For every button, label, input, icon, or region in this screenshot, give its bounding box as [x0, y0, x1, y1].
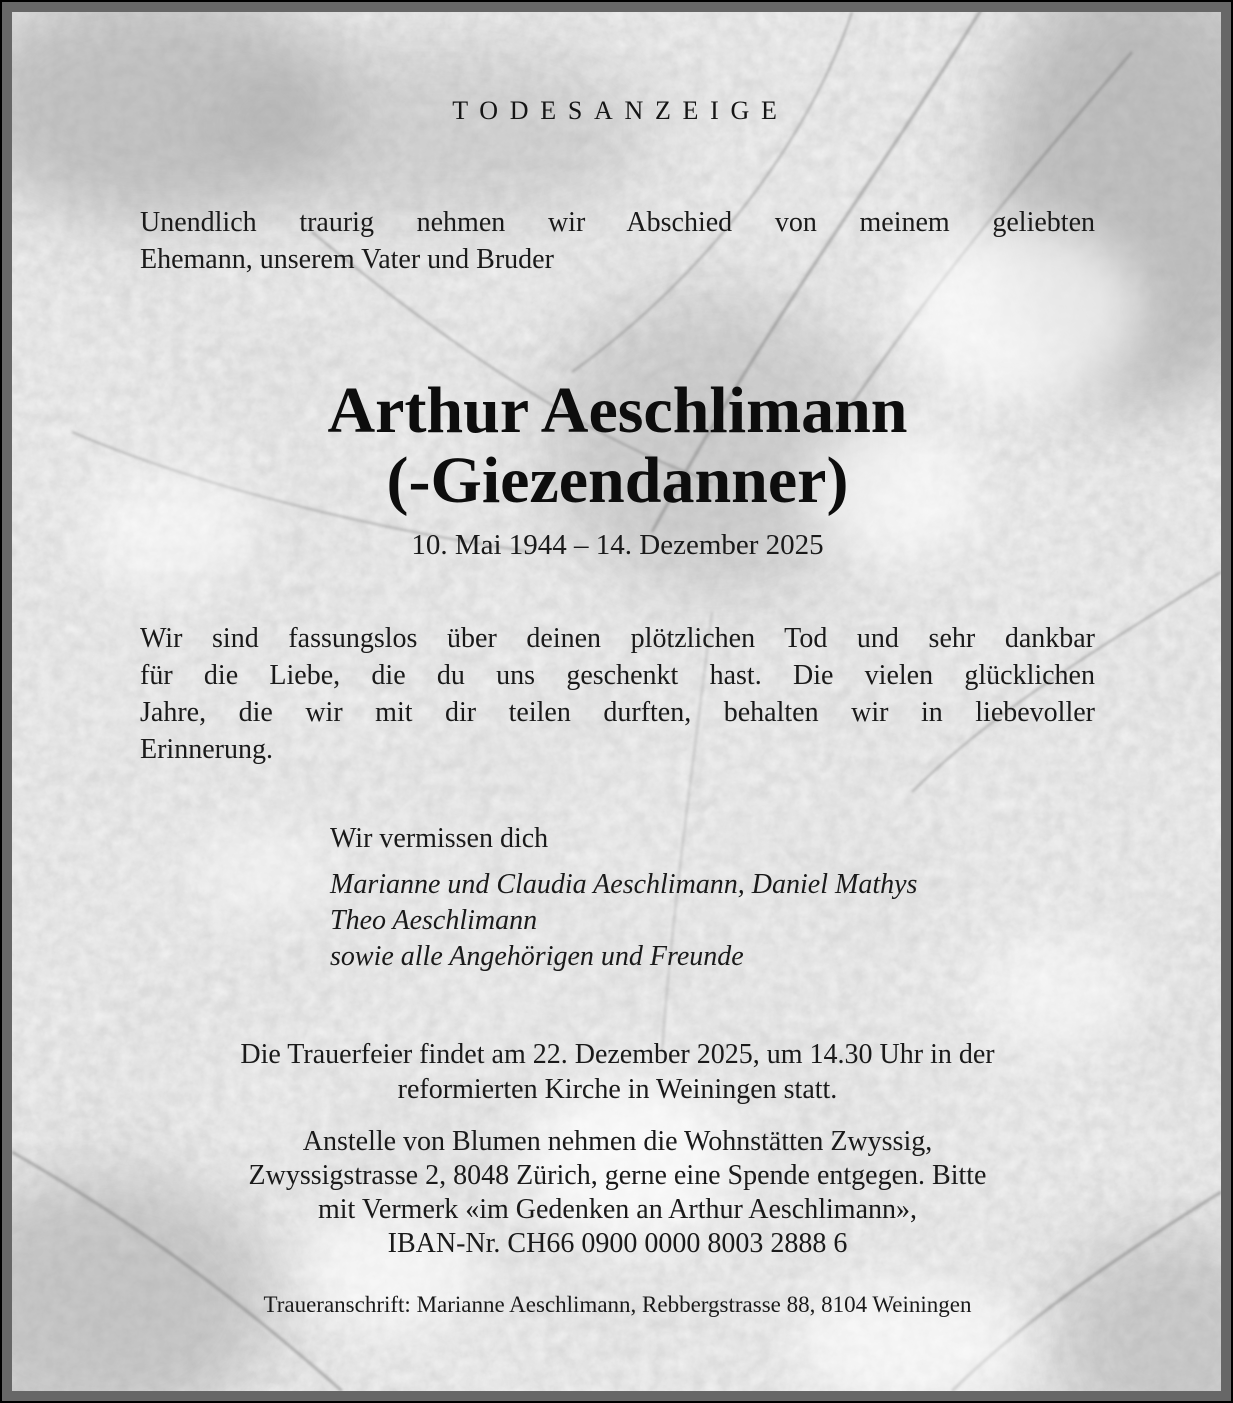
- tribute-line: Jahre, die wir mit dir teilen durften, behalten wir in liebevoller: [140, 697, 1095, 728]
- service-line: Die Trauerfeier findet am 22. Dezember 2025, um 14.30 Uhr in der: [240, 1039, 995, 1070]
- donation-line: Anstelle von Blumen nehmen die Wohnstätten Zwyssig,: [302, 1126, 933, 1157]
- service-line: reformierten Kirche in Weiningen statt.: [397, 1074, 838, 1105]
- tribute-line: Erinnerung.: [140, 734, 273, 765]
- mourners-line: Theo Aeschlimann: [330, 905, 538, 936]
- mourners-line: sowie alle Angehörigen und Freunde: [330, 941, 744, 972]
- funeral-service-info: [140, 1037, 1095, 1107]
- notice-content: [12, 12, 1221, 1391]
- donation-line: mit Vermerk «im Gedenken an Arthur Aeschlimann»,: [317, 1194, 918, 1225]
- intro-line: Ehemann, unserem Vater und Bruder: [140, 244, 554, 275]
- mourning-address: Traueranschrift: Marianne Aeschlimann, Rebbergstrasse 88, 8104 Weiningen: [263, 1292, 972, 1317]
- notice-frame: [2, 2, 1231, 1401]
- mourners-list: [330, 867, 1095, 975]
- donation-line: IBAN-Nr. CH66 0900 0000 8003 2888 6: [387, 1228, 848, 1259]
- deceased-name-line: (-Giezendanner): [386, 444, 849, 517]
- intro-line: Unendlich traurig nehmen wir Abschied von meinem geliebten: [140, 207, 1095, 238]
- notice-text: [12, 12, 1221, 1391]
- donation-info: [140, 1125, 1095, 1261]
- farewell-line: Wir vermissen dich: [330, 823, 549, 854]
- tribute-line: Wir sind fassungslos über deinen plötzlichen Tod und sehr dankbar: [140, 623, 1095, 654]
- tribute-line: für die Liebe, die du uns geschenkt hast. Die vielen glücklichen: [140, 660, 1095, 691]
- tribute-paragraph: [140, 620, 1095, 768]
- notice-type-heading: TODESANZEIGE: [452, 96, 789, 125]
- life-dates: 10. Mai 1944 – 14. Dezember 2025: [411, 529, 824, 561]
- donation-line: Zwyssigstrasse 2, 8048 Zürich, gerne eine Spende entgegen. Bitte: [248, 1160, 987, 1191]
- mourners-line: Marianne und Claudia Aeschlimann, Daniel Mathys: [330, 869, 918, 900]
- deceased-name-line: Arthur Aeschlimann: [327, 374, 908, 447]
- deceased-name: [140, 376, 1095, 516]
- intro-paragraph: [140, 204, 1095, 278]
